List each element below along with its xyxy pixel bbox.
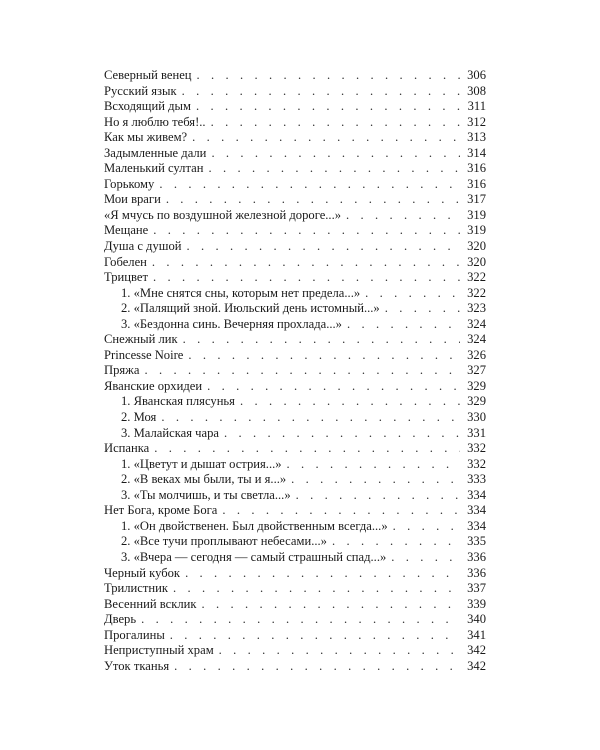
toc-page-number: 342 <box>467 643 486 658</box>
toc-entry <box>104 441 486 457</box>
toc-entry-title: Задымленные дали <box>104 145 207 160</box>
toc-entry-title: Черный кубок <box>104 565 181 580</box>
toc-page-number: 320 <box>467 239 486 254</box>
dot-leader <box>174 659 460 675</box>
toc-entry <box>104 146 486 162</box>
toc-page-number: 322 <box>467 285 486 300</box>
toc-entry <box>104 239 486 255</box>
toc-entry <box>104 581 486 597</box>
table-of-contents <box>104 68 486 674</box>
toc-page-number: 324 <box>467 332 486 347</box>
toc-page-number: 342 <box>467 658 486 673</box>
dot-leader <box>197 68 460 84</box>
toc-page-number: 314 <box>467 145 486 160</box>
toc-entry-title: 1. «Мне снятся сны, которым нет предела...» <box>121 285 361 300</box>
toc-entry-title: 3. «Бездонна синь. Вечерняя прохлада...» <box>121 316 342 331</box>
toc-page-number: 341 <box>467 627 486 642</box>
toc-entry-title: Яванские орхидеи <box>104 378 203 393</box>
toc-entry <box>104 597 486 613</box>
toc-page-number: 323 <box>467 301 486 316</box>
dot-leader <box>393 519 460 535</box>
toc-entry-title: 2. «Все тучи проплывают небесами...» <box>121 534 327 549</box>
toc-entry-title: Мещане <box>104 223 149 238</box>
dot-leader <box>365 286 460 302</box>
dot-leader <box>208 161 460 177</box>
toc-page-number: 320 <box>467 254 486 269</box>
toc-subentry <box>104 550 486 566</box>
dot-leader <box>153 270 460 286</box>
toc-entry-title: Горькому <box>104 176 155 191</box>
toc-entry-title: Трилистник <box>104 581 168 596</box>
dot-leader <box>161 410 460 426</box>
toc-entry-title: Но я люблю тебя!.. <box>104 114 206 129</box>
toc-entry-title: «Я мчусь по воздушной железной дороге...» <box>104 207 342 222</box>
dot-leader <box>332 534 460 550</box>
toc-entry <box>104 177 486 193</box>
toc-entry-title: Мои враги <box>104 192 161 207</box>
toc-subentry <box>104 426 486 442</box>
dot-leader <box>185 566 460 582</box>
dot-leader <box>192 130 460 146</box>
toc-subentry <box>104 301 486 317</box>
dot-leader <box>296 488 460 504</box>
toc-entry-title: Снежный лик <box>104 332 178 347</box>
toc-page-number: 313 <box>467 130 486 145</box>
toc-page-number: 327 <box>467 363 486 378</box>
toc-entry-title: Северный венец <box>104 68 192 82</box>
toc-entry <box>104 115 486 131</box>
toc-entry-title: 1. «Он двойственен. Был двойственным всегда...» <box>121 518 388 533</box>
toc-entry <box>104 223 486 239</box>
toc-page-number: 319 <box>467 223 486 238</box>
toc-entry <box>104 628 486 644</box>
toc-page-number: 332 <box>467 441 486 456</box>
toc-entry <box>104 566 486 582</box>
toc-page-number: 339 <box>467 596 486 611</box>
toc-page-number: 337 <box>467 581 486 596</box>
toc-entry-title: 3. Малайская чара <box>121 425 219 440</box>
toc-subentry <box>104 286 486 302</box>
toc-page-number: 335 <box>467 534 486 549</box>
dot-leader <box>166 192 460 208</box>
toc-entry <box>104 503 486 519</box>
toc-page-number: 316 <box>467 176 486 191</box>
toc-page-number: 330 <box>467 410 486 425</box>
toc-entry <box>104 130 486 146</box>
dot-leader <box>224 426 460 442</box>
toc-page-number: 336 <box>467 565 486 580</box>
toc-entry-title: Пряжа <box>104 363 140 378</box>
toc-entry-title: 2. «В веках мы были, ты и я...» <box>121 472 287 487</box>
toc-entry-title: Дверь <box>104 612 137 627</box>
toc-entry-title: Испанка <box>104 441 150 456</box>
toc-subentry <box>104 534 486 550</box>
toc-entry <box>104 84 486 100</box>
dot-leader <box>347 317 460 333</box>
toc-page-number: 308 <box>467 83 486 98</box>
toc-page-number: 319 <box>467 207 486 222</box>
toc-page-number: 329 <box>467 378 486 393</box>
dot-leader <box>141 612 460 628</box>
toc-entry <box>104 161 486 177</box>
toc-entry-title: 3. «Вчера — сегодня — самый страшный спад...» <box>121 549 387 564</box>
toc-entry-title: 3. «Ты молчишь, и ты светла...» <box>121 487 291 502</box>
toc-entry-title: Прогалины <box>104 627 165 642</box>
dot-leader <box>240 394 460 410</box>
toc-page-number: 326 <box>467 347 486 362</box>
toc-entry-title: Нет Бога, кроме Бога <box>104 503 218 518</box>
toc-entry-title: Всходящий дым <box>104 99 191 114</box>
toc-subentry <box>104 519 486 535</box>
toc-entry <box>104 659 486 675</box>
toc-entry-title: Уток тканья <box>104 658 170 673</box>
toc-page-number: 312 <box>467 114 486 129</box>
toc-entry-title: Princesse Noire <box>104 347 184 362</box>
dot-leader <box>291 472 460 488</box>
toc-subentry <box>104 317 486 333</box>
toc-page-number: 331 <box>467 425 486 440</box>
toc-entry-title: 1. Яванская плясунья <box>121 394 235 409</box>
toc-page-number: 334 <box>467 518 486 533</box>
toc-entry <box>104 270 486 286</box>
toc-entry <box>104 208 486 224</box>
dot-leader <box>187 239 461 255</box>
toc-entry-title: 2. «Палящий зной. Июльский день истомный...» <box>121 301 380 316</box>
dot-leader <box>173 581 460 597</box>
dot-leader <box>211 146 460 162</box>
toc-entry-title: Неприступный храм <box>104 643 214 658</box>
toc-page-number: 336 <box>467 549 486 564</box>
toc-entry-title: Весенний всклик <box>104 596 197 611</box>
dot-leader <box>182 84 460 100</box>
dot-leader <box>287 457 460 473</box>
dot-leader <box>152 255 460 271</box>
dot-leader <box>170 628 460 644</box>
toc-page-number: 334 <box>467 503 486 518</box>
toc-subentry <box>104 457 486 473</box>
toc-page-number: 311 <box>467 99 486 114</box>
toc-page-number: 316 <box>467 161 486 176</box>
toc-entry-title: Как мы живем? <box>104 130 188 145</box>
toc-entry-title: Трицвет <box>104 270 148 285</box>
toc-page-number: 340 <box>467 612 486 627</box>
dot-leader <box>222 503 460 519</box>
toc-page-number: 317 <box>467 192 486 207</box>
toc-subentry <box>104 410 486 426</box>
dot-leader <box>196 99 460 115</box>
toc-page-number: 324 <box>467 316 486 331</box>
toc-entry <box>104 332 486 348</box>
dot-leader <box>207 379 460 395</box>
toc-page-number: 306 <box>467 68 486 82</box>
dot-leader <box>201 597 460 613</box>
toc-entry <box>104 68 486 84</box>
toc-page-number: 334 <box>467 487 486 502</box>
toc-page-number: 322 <box>467 270 486 285</box>
toc-entry <box>104 348 486 364</box>
dot-leader <box>391 550 460 566</box>
toc-entry-title: 2. Моя <box>121 410 157 425</box>
toc-entry-title: Гобелен <box>104 254 147 269</box>
toc-entry <box>104 192 486 208</box>
dot-leader <box>144 363 460 379</box>
toc-subentry <box>104 488 486 504</box>
toc-subentry <box>104 394 486 410</box>
dot-leader <box>219 643 460 659</box>
toc-subentry <box>104 472 486 488</box>
toc-entry <box>104 99 486 115</box>
toc-entry <box>104 612 486 628</box>
toc-entry <box>104 363 486 379</box>
toc-entry-title: Душа с душой <box>104 239 182 254</box>
toc-entry-title: 1. «Цветут и дышат острия...» <box>121 456 282 471</box>
toc-entry-title: Русский язык <box>104 83 177 98</box>
dot-leader <box>153 223 460 239</box>
dot-leader <box>154 441 460 457</box>
dot-leader <box>385 301 460 317</box>
toc-page-number: 333 <box>467 472 486 487</box>
dot-leader <box>183 332 460 348</box>
toc-entry <box>104 255 486 271</box>
toc-page-number: 329 <box>467 394 486 409</box>
dot-leader <box>159 177 460 193</box>
dot-leader <box>211 115 460 131</box>
dot-leader <box>188 348 460 364</box>
dot-leader <box>346 208 460 224</box>
toc-entry-title: Маленький султан <box>104 161 204 176</box>
toc-page-number: 332 <box>467 456 486 471</box>
toc-entry <box>104 379 486 395</box>
toc-entry <box>104 643 486 659</box>
